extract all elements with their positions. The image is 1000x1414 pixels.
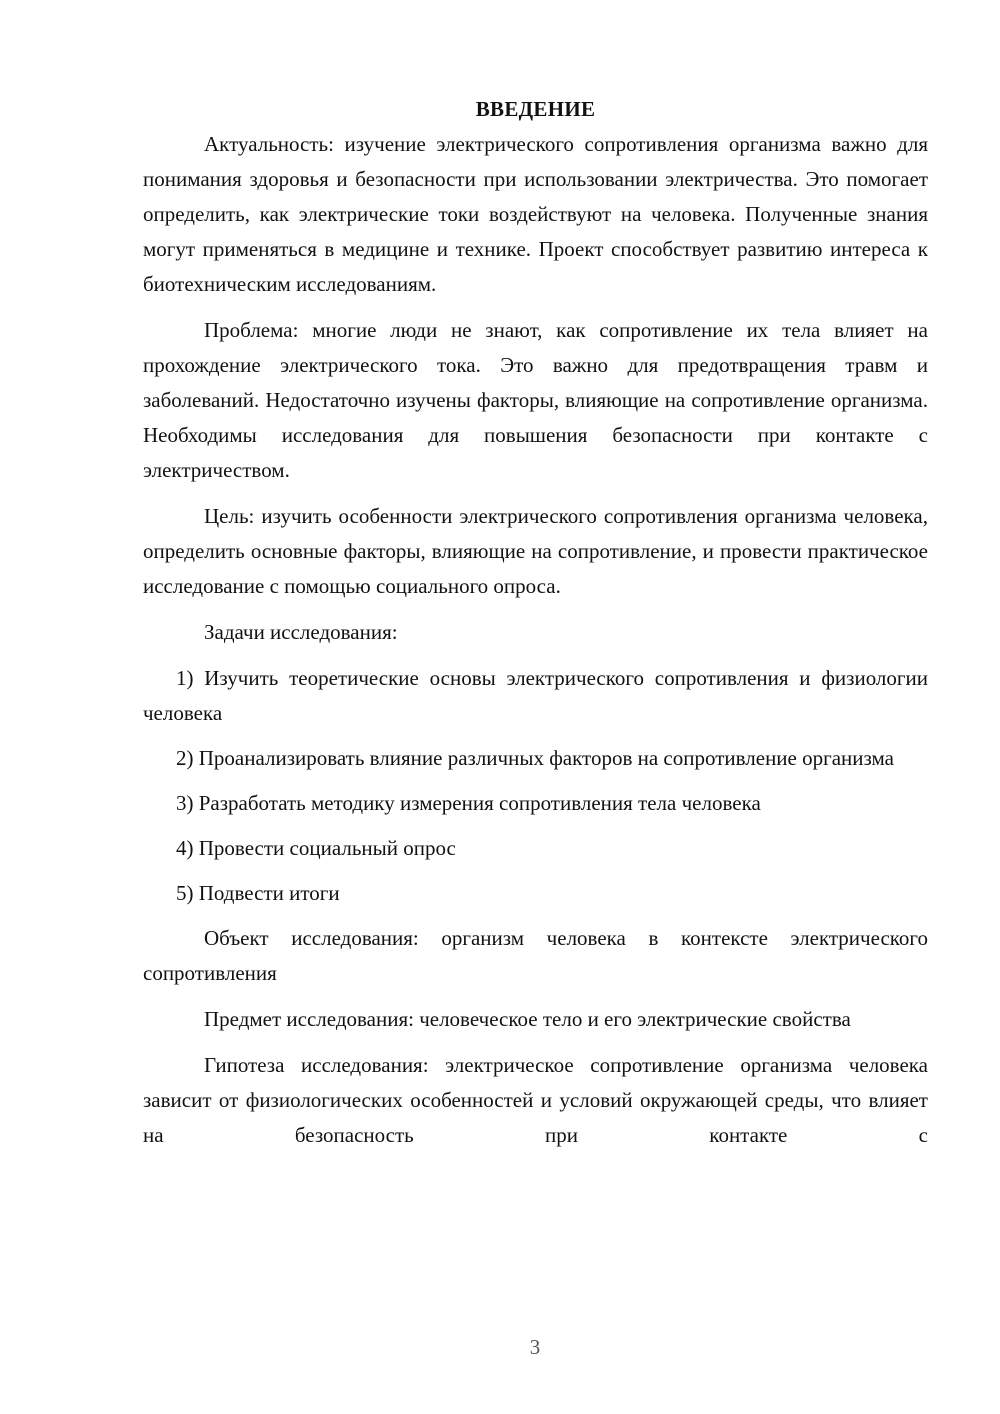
task-item-1: 1) Изучить теоретические основы электрического сопротивления и физиологии человека bbox=[143, 666, 928, 725]
hypothesis-paragraph: Гипотеза исследования: электрическое сопротивление организма человека зависит от физиологических особенностей и условий окружающей среды, что влияет на безопасность при контакте с bbox=[143, 1053, 928, 1147]
page-number: 3 bbox=[529, 1335, 541, 1359]
task-item-3: 3) Разработать методику измерения сопротивления тела человека bbox=[176, 791, 761, 815]
subject-paragraph: Предмет исследования: человеческое тело и его электрические свойства bbox=[204, 1007, 851, 1031]
task-item-5: 5) Подвести итоги bbox=[176, 881, 340, 905]
section-title: ВВЕДЕНИЕ bbox=[475, 97, 596, 121]
document-page bbox=[143, 92, 928, 1153]
task-item-4: 4) Провести социальный опрос bbox=[176, 836, 456, 860]
task-item-2: 2) Проанализировать влияние различных факторов на сопротивление организма bbox=[176, 746, 894, 770]
relevance-paragraph: Актуальность: изучение электрического сопротивления организма важно для понимания здоровья и безопасности при использовании электричества. Это помогает определить, как электрические токи воздействуют на человека. Полученные знания могут применяться в медицине и технике. Проект способствует развитию интереса к биотехническим исследованиям. bbox=[143, 132, 928, 296]
object-paragraph: Объект исследования: организм человека в контексте электрического сопротивления bbox=[143, 926, 928, 985]
goal-paragraph: Цель: изучить особенности электрического сопротивления организма человека, определить основные факторы, влияющие на сопротивление, и провести практическое исследование с помощью социального опроса. bbox=[143, 504, 928, 598]
tasks-heading: Задачи исследования: bbox=[204, 620, 398, 644]
problem-paragraph: Проблема: многие люди не знают, как сопротивление их тела влияет на прохождение электрического тока. Это важно для предотвращения травм и заболеваний. Недостаточно изучены факторы, влияющие на сопротивление организма. Необходимы исследования для повышения безопасности при контакте с электричеством. bbox=[143, 318, 928, 482]
